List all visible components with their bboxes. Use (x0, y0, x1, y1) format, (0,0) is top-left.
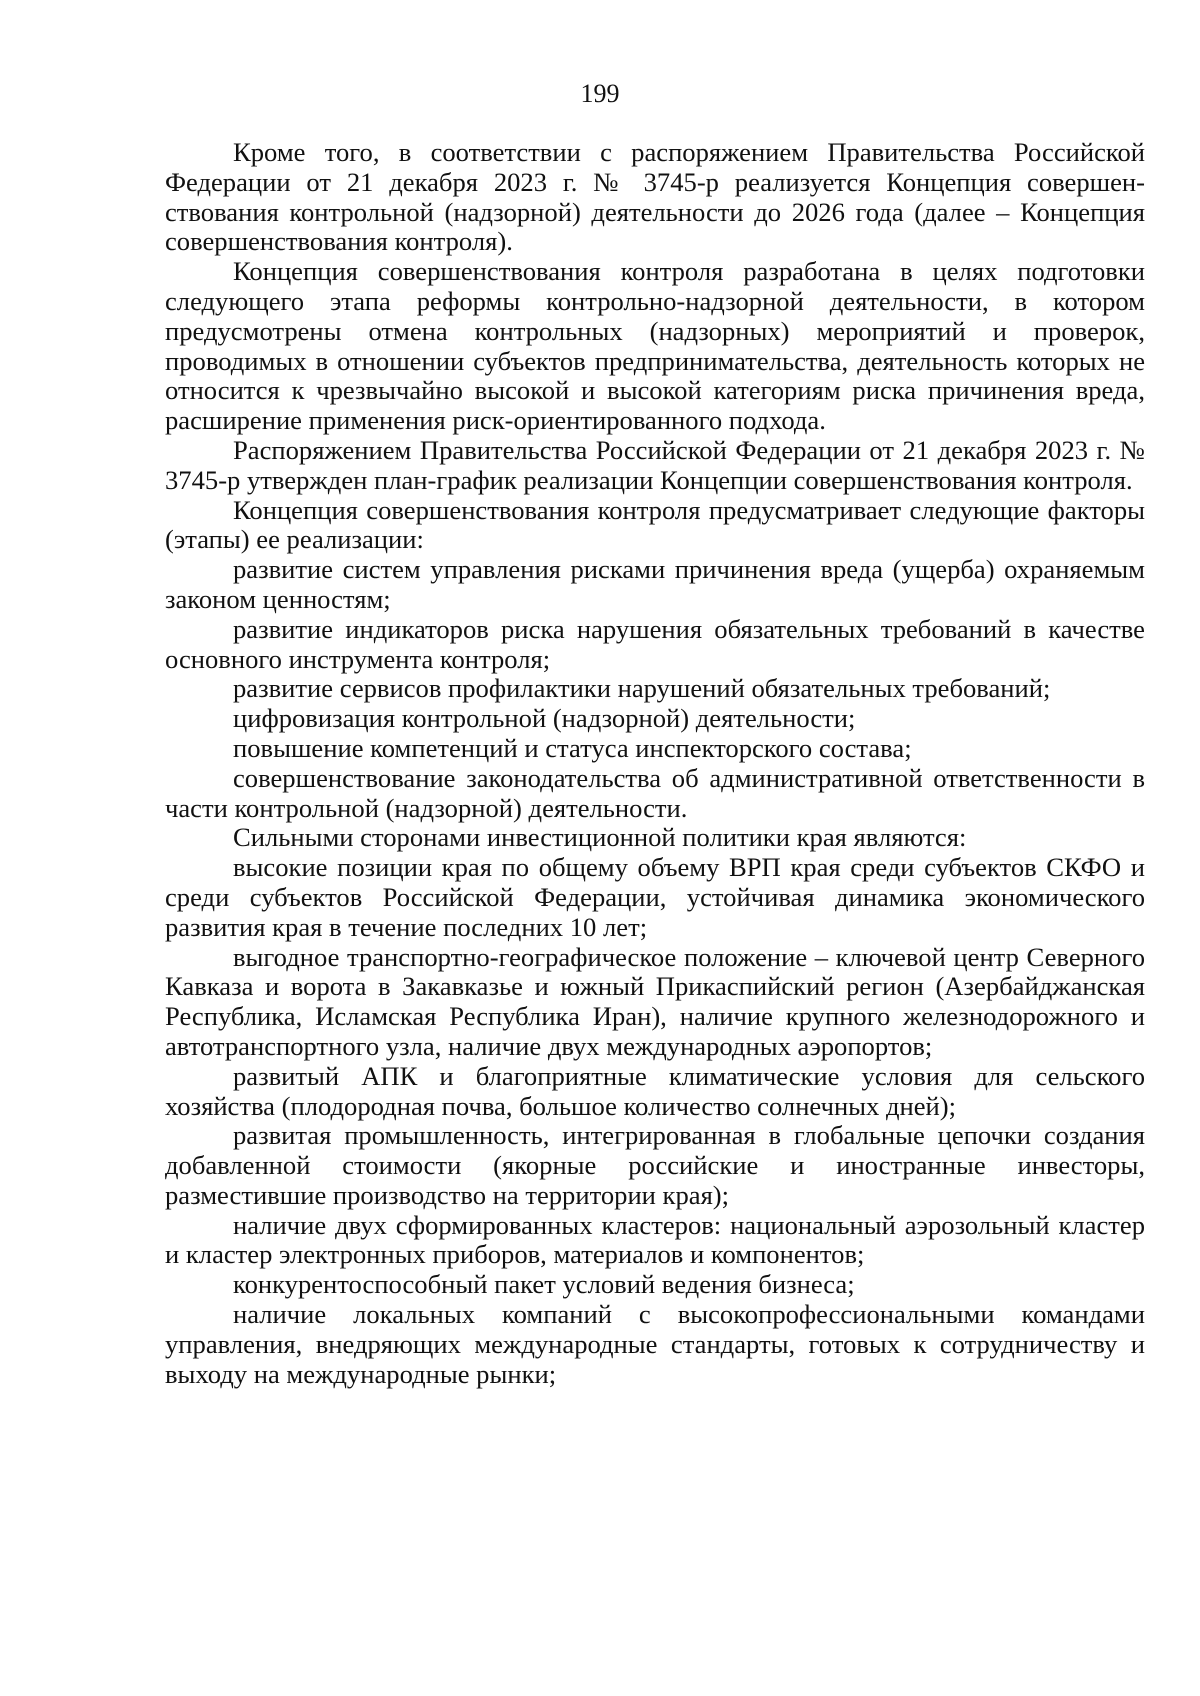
list-item: конкурентоспособный пакет условий ведения бизнеса; (233, 1269, 855, 1300)
list-item: развитие сервисов профилактики нарушений обязательных требований; (233, 673, 1051, 704)
list-item: совершенствование законодательства об административной ответственности в части контрольной (надзорной) деятельности. (165, 762, 1145, 823)
paragraph: Кроме того, в соответствии с распоряжением Правительства Российской Федерации от 21 декабря 2023 г. № 3745-р реализуется Концепция совершенствования контрольной (надзорной) деятельности до 2026 года (далее – Концепция совершенствования контроля). (165, 137, 1145, 257)
body-text (165, 138, 1145, 1389)
list-item: повышение компетенций и статуса инспекторского состава; (233, 732, 912, 763)
list-item: наличие локальных компаний с высокопрофессиональными командами управления, внедряющих международные стандарты, готовых к сотрудничеству и выходу на международные рынки; (165, 1299, 1145, 1389)
paragraph: Сильными сторонами инвестиционной политики края являются: (233, 822, 967, 853)
list-item: цифровизация контрольной (надзорной) деятельности; (233, 703, 856, 734)
list-item: развитый АПК и благоприятные климатические условия для сельского хозяйства (плодородная почва, большое количество солнечных дней); (165, 1060, 1145, 1121)
paragraph: Концепция совершенствования контроля разработана в целях подготовки следующего этапа реформы контрольно-надзорной деятельности, в котором предусмотрены отмена контрольных (надзорных) мероприятий и проверок, проводимых в отношении субъектов предпринимательства, деятельность которых не относится к чрезвычайно высокой и высокой категориям риска причинения вреда, расширение применения риск-ориентированного подхода. (165, 256, 1145, 436)
list-item: развитие систем управления рисками причинения вреда (ущерба) охраняемым законом ценностям; (165, 554, 1145, 614)
paragraph: Распоряжением Правительства Российской Федерации от 21 декабря 2023 г. № 3745-р утвержден план-график реализации Концепции совершенствования контроля. (165, 434, 1145, 495)
page-number: 199 (580, 79, 620, 108)
list-item: выгодное транспортно-географическое положение – ключевой центр Северного Кавказа и ворота в Закавказье и южный Прикаспийский регион (Азербайджанская Республика, Исламская Республика Иран), наличие крупного железнодорожного и автотранспортного узла, наличие двух международных аэропортов; (165, 941, 1145, 1061)
list-item: высокие позиции края по общему объему ВРП края среди субъектов СКФО и среди субъектов Российской Федерации, устойчивая динамика экономического развития края в течение последних 10 лет; (165, 852, 1145, 942)
list-item: развитая промышленность, интегрированная в глобальные цепочки создания добавленной стоимости (якорные российские и иностранные инвесторы, разместившие производство на территории края); (165, 1120, 1145, 1210)
paragraph: Концепция совершенствования контроля предусматривает следующие факторы (этапы) ее реализации: (165, 494, 1145, 555)
list-item: развитие индикаторов риска нарушения обязательных требований в качестве основного инструмента контроля; (165, 613, 1145, 674)
list-item: наличие двух сформированных кластеров: национальный аэрозольный кластер и кластер электронных приборов, материалов и компонентов; (165, 1209, 1145, 1270)
